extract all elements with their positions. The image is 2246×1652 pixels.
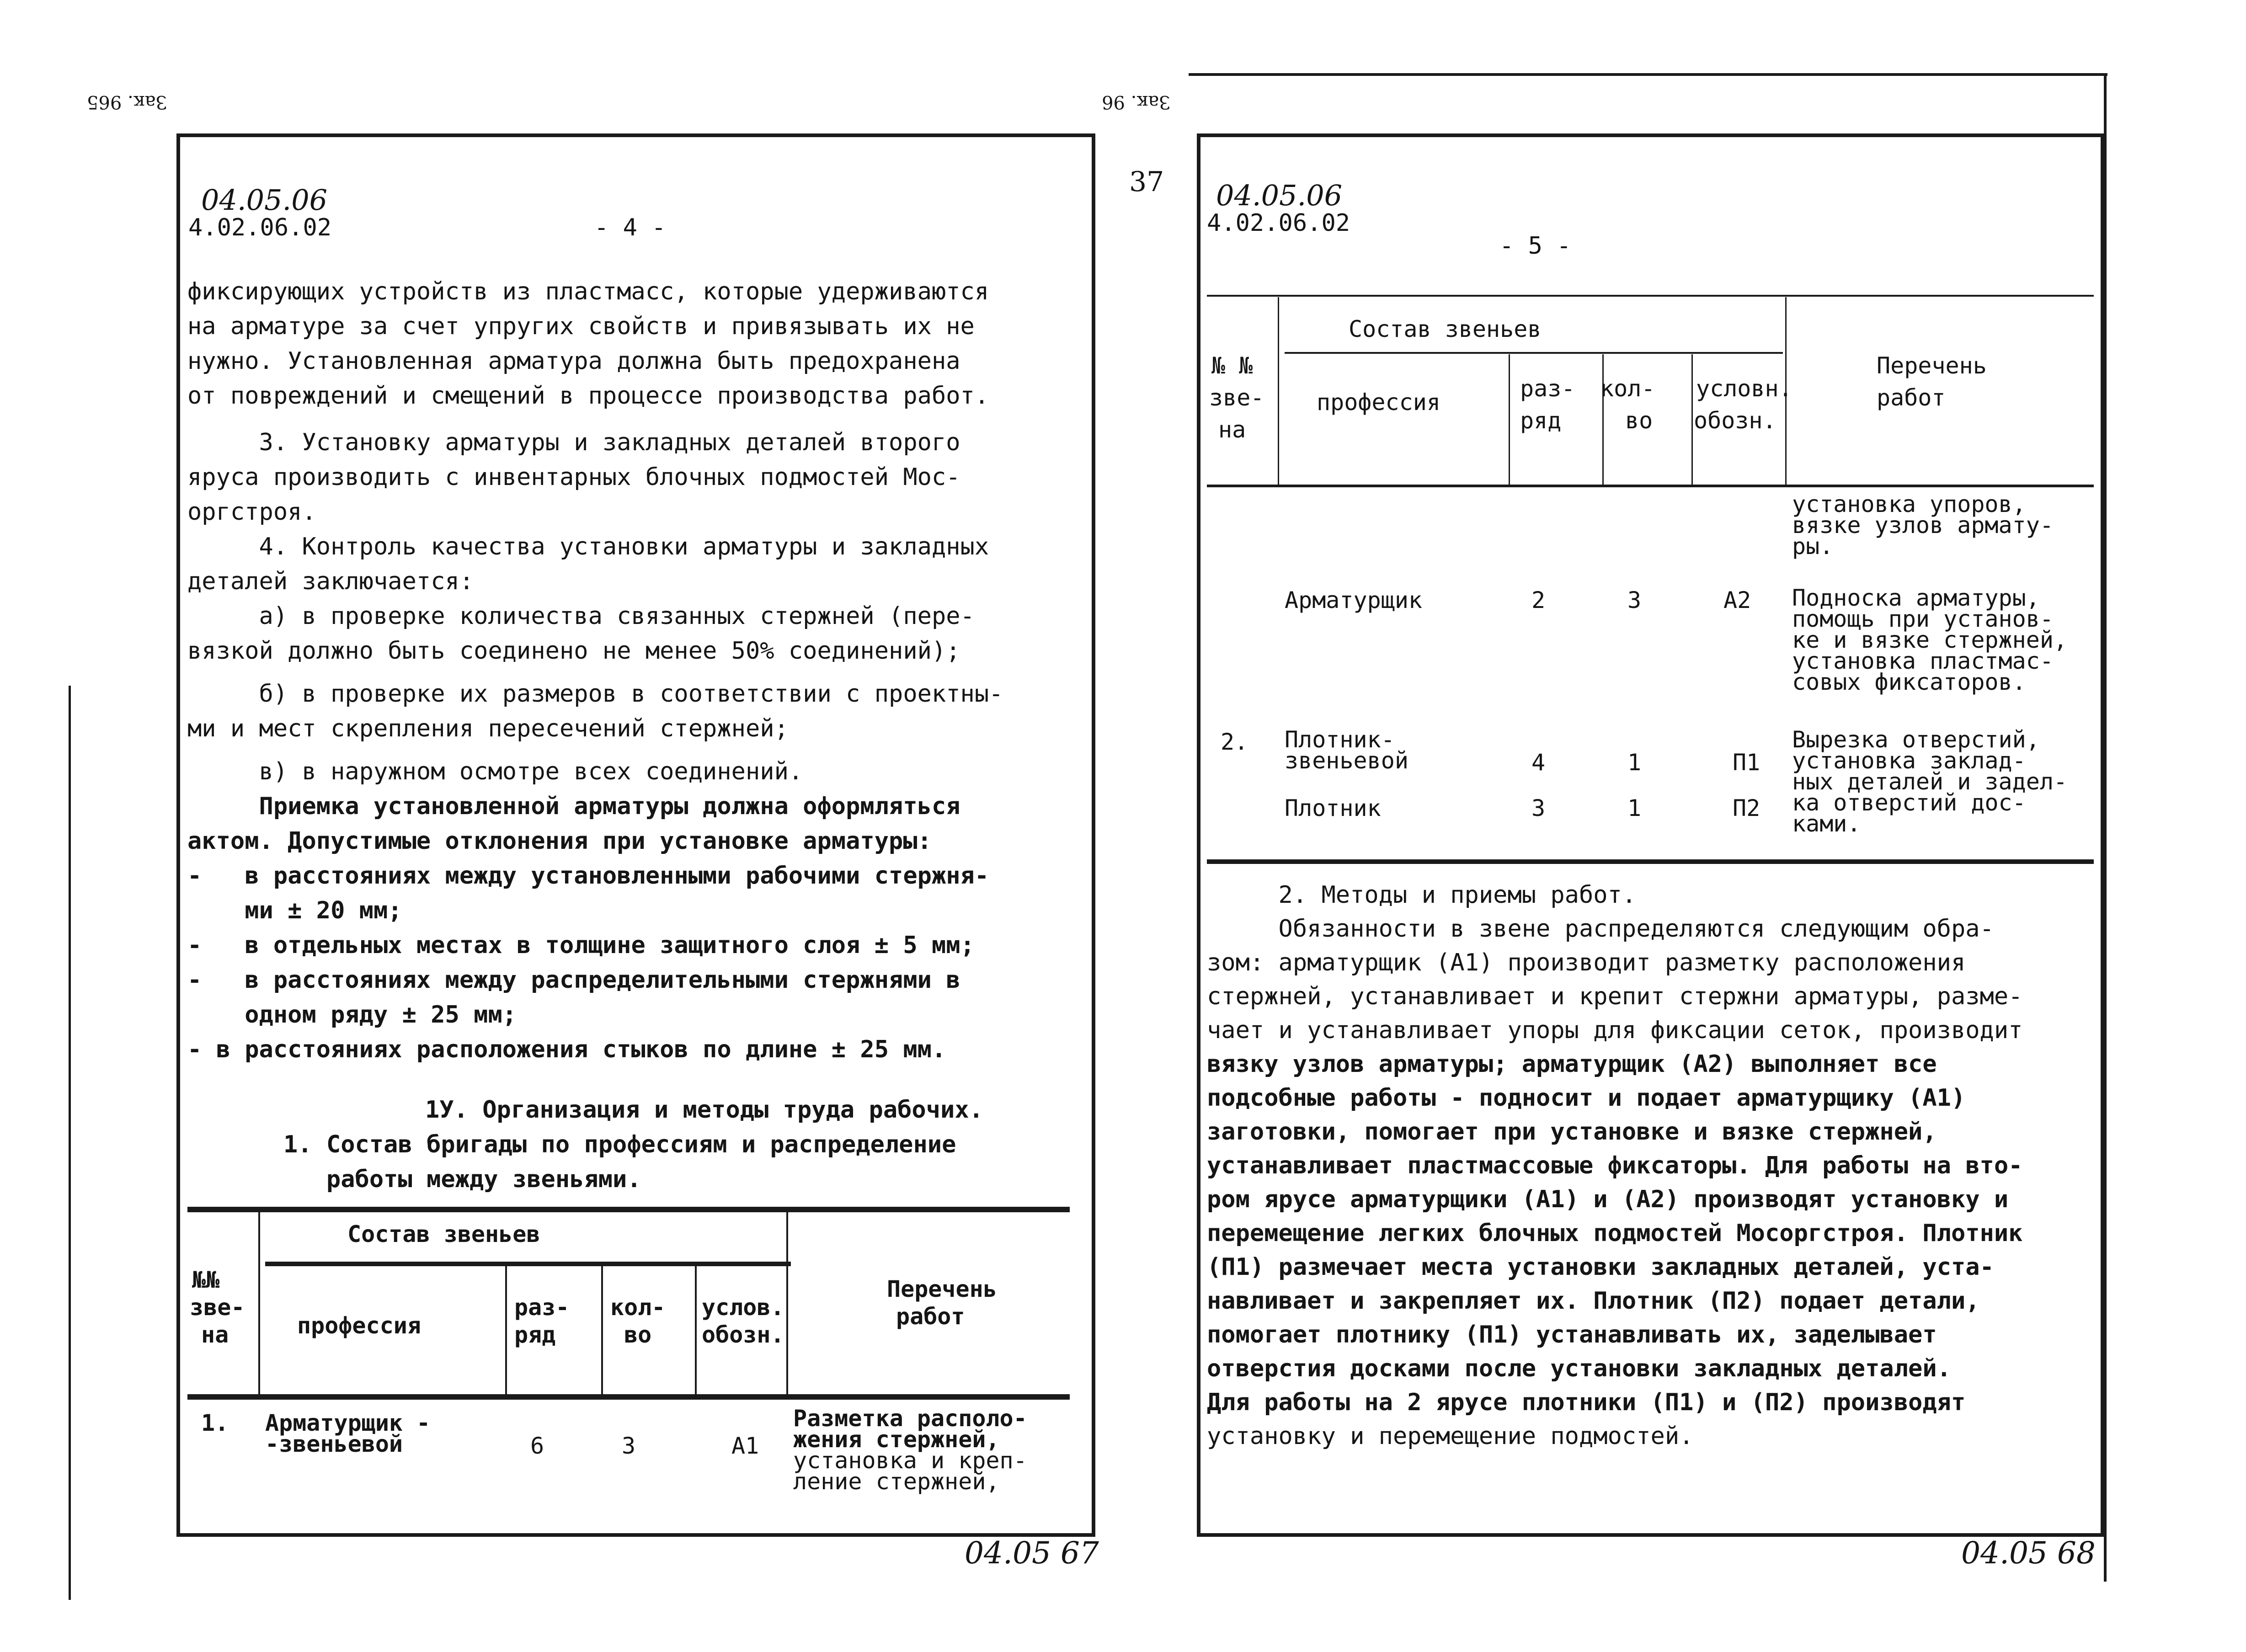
table-rule <box>1207 859 2094 864</box>
row-profession: Арматурщик <box>1285 587 1423 613</box>
group-header: Состав звеньев <box>347 1221 540 1247</box>
row-works: вязке узлов армату- <box>1792 512 2054 538</box>
text-line: устанавливает пластмассовые фиксаторы. Для работы на вто- <box>1207 1152 2023 1179</box>
row-works: Подноска арматуры, <box>1792 585 2040 611</box>
text-line: установку и перемещение подмостей. <box>1207 1423 1694 1450</box>
row-number: 1. <box>201 1410 229 1436</box>
row-works: установка заклад- <box>1792 747 2026 774</box>
left-doc-code: 4.02.06.02 <box>188 214 332 241</box>
row-symbol: A2 <box>1723 587 1751 613</box>
left-footer-handwritten: 04.05 67 <box>965 1535 1099 1571</box>
row-symbol: A1 <box>731 1433 759 1459</box>
row-works: ление стержней, <box>793 1468 1000 1495</box>
row-works: ками. <box>1792 810 1861 837</box>
column-divider <box>601 1266 603 1395</box>
right-page-number: - 5 - <box>1499 232 1571 260</box>
sheet-number: 37 <box>1129 166 1164 198</box>
row-works: ка отверстий дос- <box>1792 789 2026 816</box>
col-header-rank: ряд <box>1520 407 1562 434</box>
col-header-num: на <box>1218 416 1246 443</box>
text-line: фиксирующих устройств из пластмасс, которые удерживаются <box>187 278 989 305</box>
text-line: ми и мест скрепления пересечений стержней; <box>187 715 789 742</box>
row-profession: Арматурщик - <box>265 1410 431 1436</box>
row-qty: 3 <box>622 1433 636 1459</box>
column-divider <box>1691 354 1693 485</box>
left-subsection-line-1: 1. Состав бригады по профессиям и распределение <box>283 1131 956 1158</box>
text-line: чает и устанавливает упоры для фиксации сеток, производит <box>1207 1017 2023 1044</box>
text-line: актом. Допустимые отклонения при установке арматуры: <box>187 827 932 855</box>
row-works: совых фиксаторов. <box>1792 669 2026 695</box>
top-mark-center: Зак. 96 <box>1102 91 1171 112</box>
col-header-profession: професcия <box>1317 389 1440 416</box>
text-line: яруса производить с инвентарных блочных подмостей Мос- <box>187 464 960 491</box>
table-rule <box>265 1262 791 1266</box>
text-line: нужно. Установленная арматура должна быть предохранена <box>187 347 960 375</box>
col-header-qty: кол- <box>1600 375 1655 402</box>
text-line: (П1) размечает места установки закладных деталей, уста- <box>1207 1253 1994 1281</box>
text-line: зом: арматурщик (А1) производит разметку расположения <box>1207 949 1966 976</box>
col-header-symbol: услов. <box>702 1294 784 1321</box>
column-divider <box>1509 354 1510 485</box>
col-header-rank: ряд <box>514 1322 556 1348</box>
text-line: Приемка установленной арматуры должна оформляться <box>187 793 960 820</box>
left-section-title: 1У. Организация и методы труда рабочих. <box>425 1096 983 1124</box>
col-header-symbol: обозн. <box>1694 407 1777 434</box>
text-line: одном ряду ± 25 мм; <box>187 1001 517 1029</box>
col-header-symbol: обозн. <box>702 1322 784 1348</box>
table-rule <box>1207 295 2094 297</box>
col-header-num: №№ <box>192 1267 220 1293</box>
text-line: от повреждений и смещений в процессе производства работ. <box>187 382 989 410</box>
text-line: 2. Методы и приемы работ. <box>1207 881 1637 909</box>
text-line: вязку узлов арматуры; арматурщик (А2) выполняет все <box>1207 1050 1937 1078</box>
col-header-num: зве- <box>190 1294 245 1321</box>
row-qty: 1 <box>1627 795 1642 821</box>
table-rule <box>187 1394 1070 1400</box>
column-divider <box>786 1212 788 1395</box>
left-subsection-line-2: работы между звеньями. <box>283 1166 641 1193</box>
table-rule <box>187 1207 1070 1212</box>
text-line: 4. Контроль качества установки арматуры и закладных <box>187 533 989 560</box>
col-header-works: Перечень <box>887 1276 997 1302</box>
text-line: 3. Установку арматуры и закладных деталей второго <box>187 429 960 456</box>
text-line: помогает плотнику (П1) устанавливать их, заделывает <box>1207 1321 1937 1348</box>
column-divider <box>1602 354 1604 485</box>
text-line: навливает и закрепляет их. Плотник (П2) подает детали, <box>1207 1287 1980 1315</box>
text-line: - в расстояниях между распределительными стержнями в <box>187 966 960 994</box>
right-footer-handwritten: 04.05 68 <box>1961 1535 2096 1571</box>
text-line: отверстия досками после установки закладных деталей. <box>1207 1355 1951 1382</box>
row-rank: 2 <box>1531 587 1546 613</box>
column-divider <box>258 1212 260 1395</box>
text-line: на арматуре за счет упругих свойств и привязывать их не <box>187 313 975 340</box>
row-profession: Плотник <box>1285 795 1381 821</box>
text-line: оргстроя. <box>187 498 316 526</box>
text-line: Обязанности в звене распределяются следующим обра- <box>1207 915 1994 943</box>
column-divider <box>1278 297 1279 485</box>
row-rank: 4 <box>1531 749 1546 776</box>
row-rank: 3 <box>1531 795 1546 821</box>
table-rule <box>1285 352 1783 354</box>
text-line: ром ярусе арматурщики (А1) и (А2) производят установку и <box>1207 1186 2009 1213</box>
scan-edge-left <box>69 686 71 1600</box>
col-header-num: № № <box>1211 352 1253 379</box>
text-line: заготовки, помогает при установке и вязке стержней, <box>1207 1118 1937 1146</box>
right-handwritten-code: 04.05.06 <box>1216 179 1343 212</box>
col-header-num: зве- <box>1209 384 1264 411</box>
group-header: Состав звеньев <box>1349 316 1542 342</box>
table-rule <box>1207 485 2094 487</box>
row-number: 2. <box>1221 729 1248 755</box>
col-header-qty: кол- <box>610 1294 666 1321</box>
row-works: установка упоров, <box>1792 491 2026 517</box>
row-symbol: П2 <box>1733 795 1761 821</box>
row-profession: -звеньевой <box>265 1431 403 1457</box>
row-works: установка пластмас- <box>1792 648 2054 674</box>
text-line: - в расстояниях расположения стыков по длине ± 25 мм. <box>187 1036 946 1063</box>
col-header-num: на <box>201 1322 229 1348</box>
col-header-works: работ <box>1877 384 1946 411</box>
row-works: ке и вязке стержней, <box>1792 627 2068 653</box>
row-works: Разметка располо- <box>793 1405 1027 1432</box>
row-qty: 1 <box>1627 749 1642 776</box>
row-profession: звеньевой <box>1285 747 1408 774</box>
col-header-qty: во <box>624 1322 652 1348</box>
col-header-profession: професcия <box>297 1312 421 1339</box>
col-header-works: Перечень <box>1877 352 1987 379</box>
column-divider <box>695 1266 697 1395</box>
scan-edge-top <box>1189 73 2107 76</box>
text-line: подсобные работы - подносит и подает арматурщику (А1) <box>1207 1084 1966 1112</box>
text-line: в) в наружном осмотре всех соединений. <box>187 758 803 785</box>
text-line: - в отдельных местах в толщине защитного слоя ± 5 мм; <box>187 932 975 959</box>
text-line: стержней, устанавливает и крепит стержни арматуры, разме- <box>1207 983 2023 1010</box>
text-line: Для работы на 2 ярусе плотники (П1) и (П2) производят <box>1207 1389 1966 1416</box>
row-works: помощь при установ- <box>1792 606 2054 632</box>
row-works: ры. <box>1792 533 1834 560</box>
col-header-works: работ <box>896 1303 965 1330</box>
text-line: ми ± 20 мм; <box>187 897 402 924</box>
row-works: установка и креп- <box>793 1447 1027 1474</box>
top-mark-left: Зак. 965 <box>87 91 167 112</box>
row-works: жения стержней, <box>793 1426 1000 1453</box>
text-line: а) в проверке количества связанных стержней (пере- <box>187 602 975 630</box>
text-line: вязкой должно быть соединено не менее 50% соединений); <box>187 637 960 665</box>
left-page-number: - 4 - <box>594 214 666 241</box>
row-rank: 6 <box>530 1433 544 1459</box>
text-line: перемещение легких блочных подмостей Мосоргстроя. Плотник <box>1207 1220 2023 1247</box>
row-profession: Плотник- <box>1285 726 1395 753</box>
col-header-qty: во <box>1625 407 1653 434</box>
col-header-rank: раз- <box>1520 375 1575 402</box>
row-works: Вырезка отверстий, <box>1792 726 2040 753</box>
text-line: - в расстояниях между установленными рабочими стержня- <box>187 862 989 890</box>
text-line: б) в проверке их размеров в соответствии с проектны- <box>187 680 1003 708</box>
col-header-symbol: условн. <box>1696 375 1793 402</box>
row-qty: 3 <box>1627 587 1642 613</box>
row-works: ных деталей и задел- <box>1792 768 2068 795</box>
text-line: деталей заключается: <box>187 568 474 595</box>
right-doc-code: 4.02.06.02 <box>1207 209 1350 237</box>
left-handwritten-code: 04.05.06 <box>201 183 328 217</box>
col-header-rank: раз- <box>514 1294 570 1321</box>
column-divider <box>505 1266 507 1395</box>
row-symbol: П1 <box>1733 749 1761 776</box>
